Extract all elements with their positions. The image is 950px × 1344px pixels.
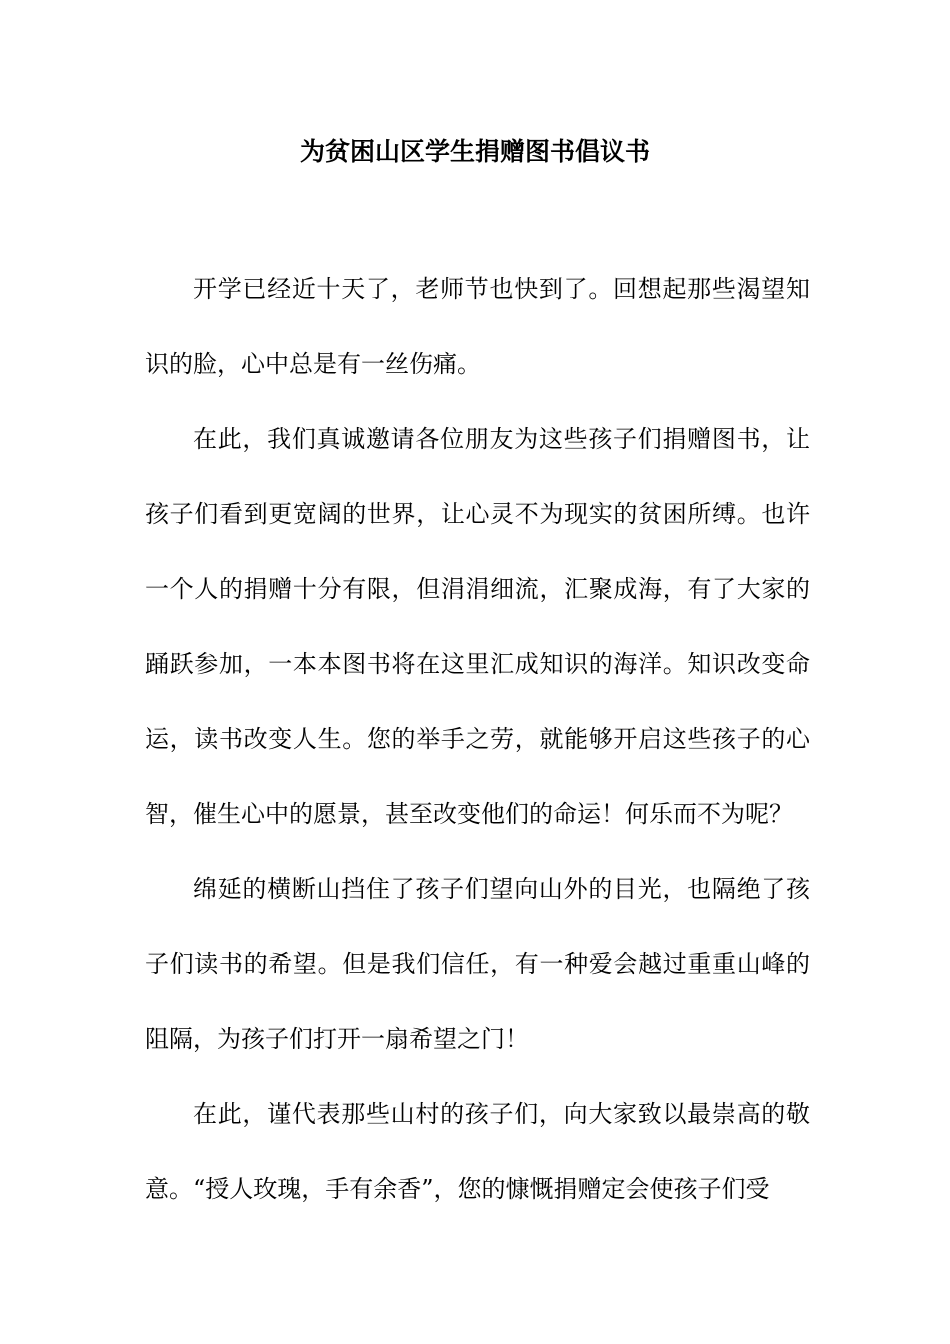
document-title: 为贫困山区学生捐赠图书倡议书 — [299, 137, 650, 166]
paragraph: 在此，谨代表那些山村的孩子们，向大家致以最崇高的敬意。“授人玫瑰，手有余香”，您的慷慨捐赠定会使孩子们受 — [145, 1100, 810, 1203]
paragraph: 开学已经近十天了，老师节也快到了。回想起那些渴望知识的脸，心中总是有一丝伤痛。 — [145, 275, 810, 378]
paragraph: 绵延的横断山挡住了孩子们望向山外的目光，也隔绝了孩子们读书的希望。但是我们信任，有一种爱会越过重重山峰的阻隔，为孩子们打开一扇希望之门！ — [145, 875, 810, 1053]
paragraph: 在此，我们真诚邀请各位朋友为这些孩子们捐赠图书，让孩子们看到更宽阔的世界，让心灵不为现实的贫困所缚。也许一个人的捐赠十分有限，但涓涓细流，汇聚成海，有了大家的踊跃参加，一本本图书将在这里汇成知识的海洋。知识改变命运，读书改变人生。您的举手之劳，就能够开启这些孩子的心智，催生心中的愿景，甚至改变他们的命运！何乐而不为呢？ — [145, 425, 810, 828]
document-body — [145, 252, 810, 1227]
